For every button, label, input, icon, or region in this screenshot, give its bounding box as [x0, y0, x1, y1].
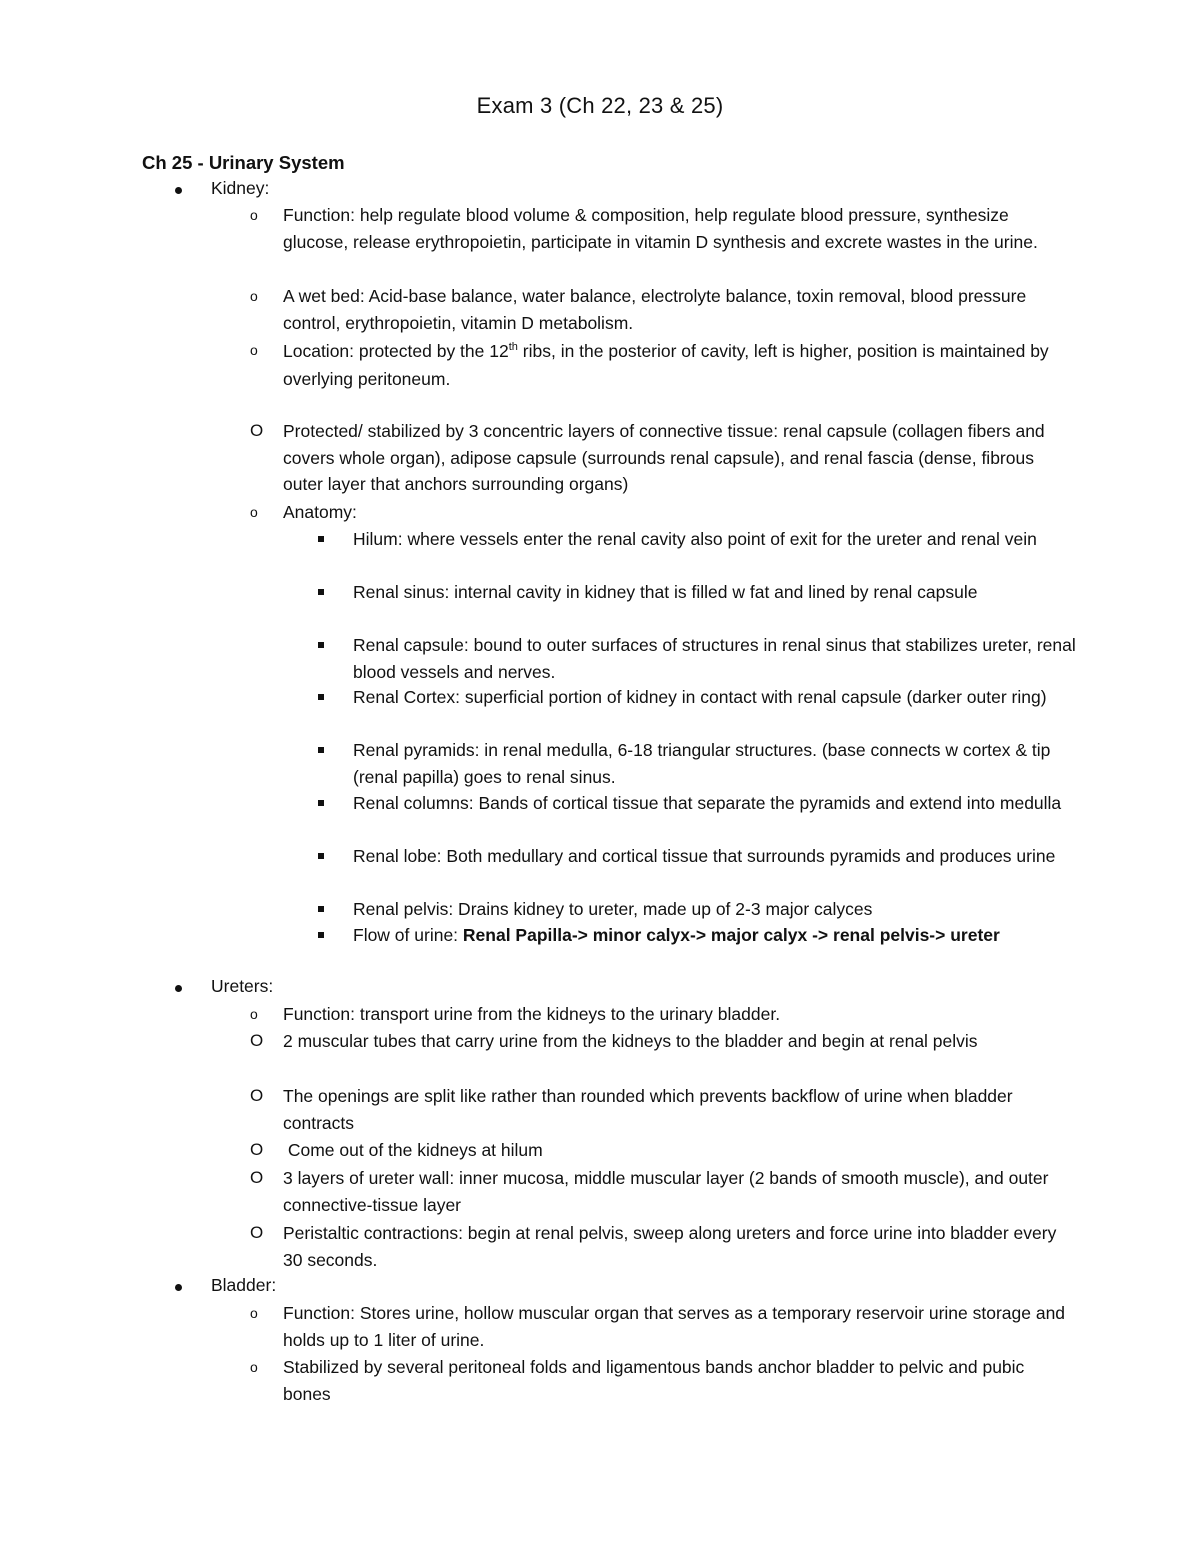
anatomy-lobe-item	[318, 843, 1078, 870]
bullet-square-icon	[318, 932, 324, 938]
bullet-square-icon	[318, 694, 324, 700]
bullet-circle-icon: o	[250, 342, 258, 358]
bladder-function-text: Function: Stores urine, hollow muscular organ that serves as a temporary reservoir urine storage and holds up to 1 liter of urine.	[283, 1303, 1066, 1350]
anatomy-flow-item	[318, 922, 1078, 949]
bullet-circle-icon: O	[250, 1168, 264, 1187]
bullet-square-icon	[318, 747, 324, 753]
ureters-layers-item	[250, 1165, 1070, 1218]
bladder-stabilized-item	[250, 1354, 1070, 1407]
bladder-function-item	[250, 1300, 1070, 1353]
anatomy-pelvis-text: Renal pelvis: Drains kidney to ureter, made up of 2-3 major calyces	[353, 899, 873, 919]
chapter-heading: Ch 25 - Urinary System	[142, 152, 345, 173]
anatomy-pyramids-item	[318, 737, 1078, 790]
kidney-function-text: Function: help regulate blood volume & composition, help regulate blood pressure, synthesize glucose, release erythropoietin, participate in vitamin D synthesis and excrete wastes in the urine.	[283, 205, 1038, 252]
bullet-circle-icon: O	[250, 1031, 264, 1050]
anatomy-cortex-item	[318, 684, 1078, 711]
bullet-circle-icon: o	[250, 1359, 258, 1375]
ureters-openings-item	[250, 1083, 1070, 1136]
kidney-anatomy-item	[250, 499, 1070, 526]
ureters-layers-text: 3 layers of ureter wall: inner mucosa, middle muscular layer (2 bands of smooth muscle), and outer connective-tissue layer	[283, 1168, 1049, 1215]
bullet-dot-icon	[175, 985, 182, 992]
bullet-dot-icon	[175, 1284, 182, 1291]
kidney-protected-item	[250, 418, 1070, 498]
bullet-square-icon	[318, 536, 324, 542]
anatomy-columns-text: Renal columns: Bands of cortical tissue that separate the pyramids and extend into medulla	[353, 793, 1062, 813]
bladder-stabilized-text: Stabilized by several peritoneal folds and ligamentous bands anchor bladder to pelvic and pubic bones	[283, 1357, 1025, 1404]
anatomy-flow-text	[353, 922, 1078, 949]
list-item-label: Bladder:	[211, 1275, 277, 1295]
bullet-circle-icon: o	[250, 207, 258, 223]
bullet-circle-icon: o	[250, 1305, 258, 1321]
anatomy-hilum-text: Hilum: where vessels enter the renal cavity also point of exit for the ureter and renal vein	[353, 529, 1037, 549]
anatomy-cortex-text: Renal Cortex: superficial portion of kidney in contact with renal capsule (darker outer ring)	[353, 687, 1047, 707]
ureters-tubes-item	[250, 1028, 1070, 1055]
kidney-wetbed-item	[250, 283, 1070, 336]
ureters-peristaltic-item	[250, 1220, 1070, 1273]
bullet-square-icon	[318, 853, 324, 859]
bullet-square-icon	[318, 906, 324, 912]
bullet-square-icon	[318, 800, 324, 806]
bullet-circle-icon: O	[250, 421, 264, 440]
bullet-square-icon	[318, 642, 324, 648]
anatomy-columns-item	[318, 790, 1078, 817]
bullet-dot-icon	[175, 187, 182, 194]
list-item-label: Kidney:	[211, 178, 270, 198]
bullet-circle-icon: o	[250, 288, 258, 304]
anatomy-lobe-text: Renal lobe: Both medullary and cortical tissue that surrounds pyramids and produces urine	[353, 846, 1056, 866]
kidney-anatomy-text: Anatomy:	[283, 502, 357, 522]
bullet-circle-icon: o	[250, 1006, 258, 1022]
kidney-location-item	[250, 337, 1070, 393]
ureters-function-item	[250, 1001, 1070, 1028]
ureters-function-text: Function: transport urine from the kidneys to the urinary bladder.	[283, 1004, 781, 1024]
ureters-hilum-text: Come out of the kidneys at hilum	[283, 1140, 543, 1160]
kidney-wetbed-text: A wet bed: Acid-base balance, water balance, electrolyte balance, toxin removal, blood pressure control, erythropoietin, vitamin D metabolism.	[283, 286, 1027, 333]
flow-sequence: Renal Papilla-> minor calyx-> major calyx -> renal pelvis-> ureter	[462, 925, 1000, 945]
bullet-circle-icon: o	[250, 504, 258, 520]
anatomy-capsule-text: Renal capsule: bound to outer surfaces of structures in renal sinus that stabilizes ureter, renal blood vessels and nerves.	[353, 635, 1076, 682]
anatomy-sinus-item	[318, 579, 1078, 606]
anatomy-sinus-text: Renal sinus: internal cavity in kidney that is filled w fat and lined by renal capsule	[353, 582, 978, 602]
ureters-openings-text: The openings are split like rather than rounded which prevents backflow of urine when bladder contracts	[283, 1086, 1013, 1133]
bullet-circle-icon: O	[250, 1086, 264, 1105]
anatomy-pelvis-item	[318, 896, 1078, 923]
ureters-hilum-item	[250, 1137, 1070, 1164]
anatomy-capsule-item	[318, 632, 1078, 685]
flow-label: Flow of urine:	[353, 925, 463, 945]
bullet-square-icon	[318, 589, 324, 595]
ureters-peristaltic-text: Peristaltic contractions: begin at renal pelvis, sweep along ureters and force urine into bladder every 30 seconds.	[283, 1223, 1057, 1270]
ureters-tubes-text: 2 muscular tubes that carry urine from the kidneys to the bladder and begin at renal pelvis	[283, 1031, 978, 1051]
list-item-label: Ureters:	[211, 976, 274, 996]
bullet-circle-icon: O	[250, 1140, 264, 1159]
kidney-location-text: Location: protected by the 12th ribs, in the posterior of cavity, left is higher, position is maintained by overlying peritoneum.	[283, 341, 1049, 389]
anatomy-pyramids-text: Renal pyramids: in renal medulla, 6-18 triangular structures. (base connects w cortex & tip (renal papilla) goes to renal sinus.	[353, 740, 1051, 787]
document-title: Exam 3 (Ch 22, 23 & 25)	[476, 93, 724, 118]
bullet-circle-icon: O	[250, 1223, 264, 1242]
kidney-protected-text: Protected/ stabilized by 3 concentric layers of connective tissue: renal capsule (collagen fibers and covers whole organ), adipose capsule (surrounds renal capsule), and renal fascia (dense, fibrous outer layer that anchors surrounding organs)	[283, 421, 1045, 494]
anatomy-hilum-item	[318, 526, 1078, 553]
kidney-function-item	[250, 202, 1070, 255]
